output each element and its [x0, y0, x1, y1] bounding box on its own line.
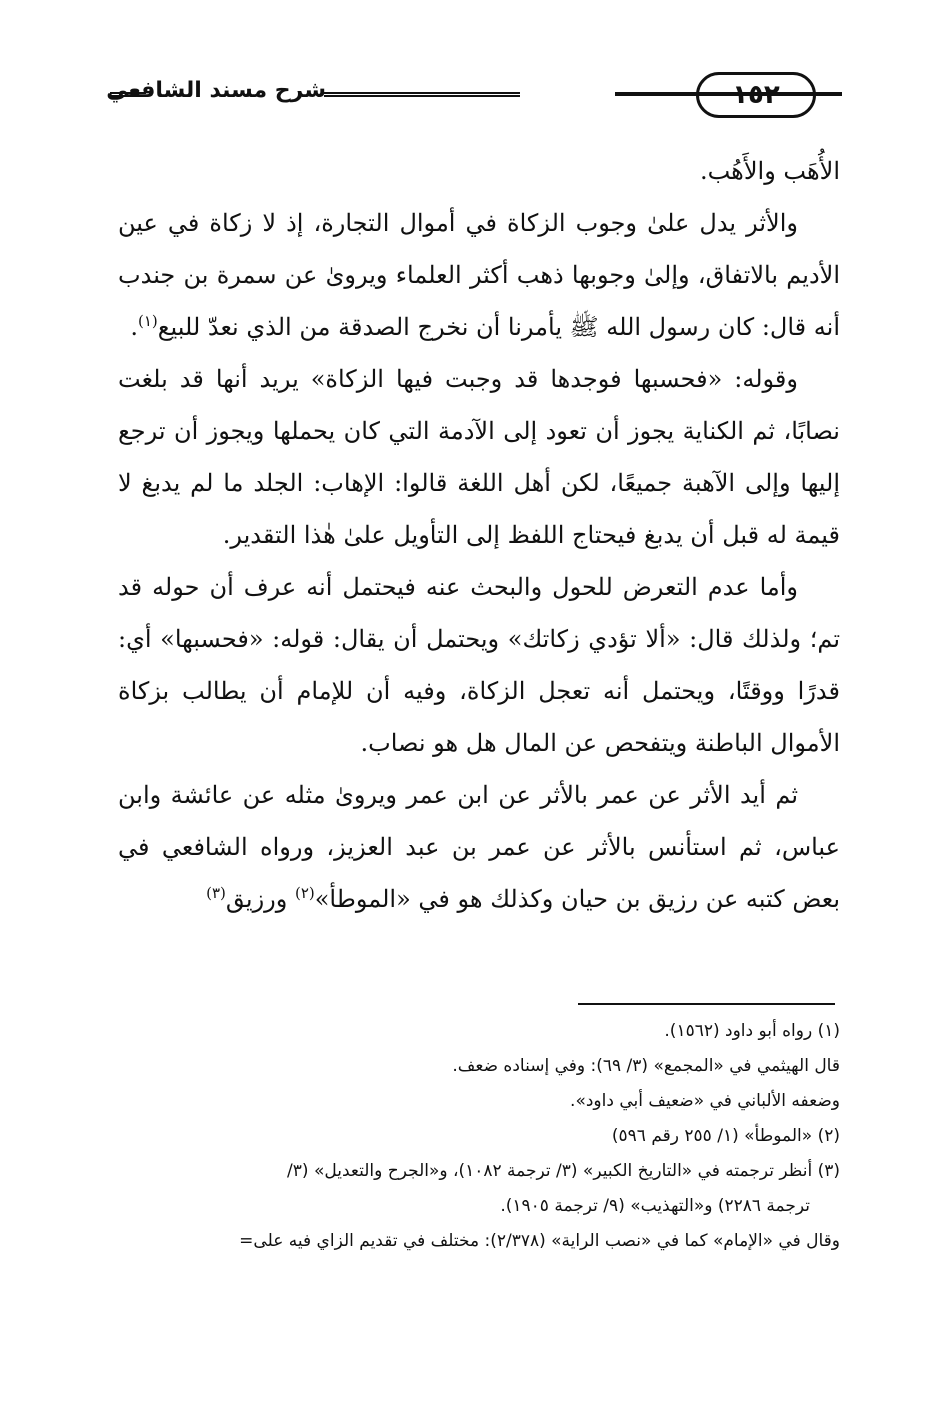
footnote-ref-3: (٣): [206, 884, 226, 902]
footnote-1-note-a: قال الهيثمي في «المجمع» (٣/ ٦٩): وفي إسناده ضعف.: [452, 1056, 840, 1076]
paragraph-2-text: والأثر يدل علىٰ وجوب الزكاة في أموال التجارة، إذ لا زكاة في عين الأديم بالاتفاق، وإلىٰ وجوبها ذهب أكثر العلماء ويروىٰ عن سمرة بن جندب أنه قال: كان رسول الله ﷺ يأمرنا أن نخرج الصدقة من الذي نعدّ للبيع: [118, 209, 840, 341]
footnote-ref-1: (١): [137, 312, 158, 330]
paragraph-1-text: الأُهَب والأَهُب.: [699, 157, 840, 185]
footnote-separator: [578, 1003, 835, 1005]
book-title: شرح مسند الشافعي: [106, 78, 326, 103]
paragraph-2: [118, 197, 840, 353]
paragraph-3: [118, 353, 840, 561]
main-text: [118, 145, 840, 925]
footnote-3-continued: ترجمة ٢٢٨٦) و«التهذيب» (٩/ ترجمة ١٩٠٥).: [500, 1196, 810, 1216]
footnotes: [118, 1014, 840, 1259]
footnote-ref-2: (٢): [294, 884, 315, 902]
header-rule-right: [615, 92, 842, 96]
paragraph-3-text: وقوله: «فحسبها فوجدها قد وجبت فيها الزكاة» يريد أنها قد بلغت نصابًا، ثم الكناية يجوز أن تعود إلى الآدمة التي كان يحملها ويجوز أن ترجع إليها وإلى الآهبة جميعًا، لكن أهل اللغة قالوا: الإهاب: الجلد ما لم يدبغ لا قيمة له قبل أن يدبغ فيحتاج اللفظ إلى التأويل علىٰ هٰذا التقدير.: [118, 365, 840, 549]
running-header: [106, 72, 842, 128]
footnote-1: (١) رواه أبو داود (١٥٦٢).: [664, 1021, 840, 1041]
footnote-3: (٣) أنظر ترجمته في «التاريخ الكبير» (٣/ ترجمة ١٠٨٢)، و«الجرح والتعديل» (٣/: [287, 1161, 840, 1181]
paragraph-4: [118, 561, 840, 769]
footnote-1-note-b: وضعفه الألباني في «ضعيف أبي داود».: [570, 1091, 840, 1111]
paragraph-2-end: .: [130, 313, 138, 341]
paragraph-5-tail: ورزيق: [225, 885, 295, 913]
paragraph-5-text: ثم أيد الأثر عن عمر بالأثر عن ابن عمر ويروىٰ مثله عن عائشة وابن عباس، ثم استأنس بالأثر عن عمر بن عبد العزيز، ورواه الشافعي في بعض كتبه عن رزيق بن حيان وكذلك هو في «الموطأ»: [118, 781, 840, 913]
paragraph-5: [118, 769, 840, 925]
header-rule-middle: [324, 92, 520, 97]
paragraph-1: [118, 145, 840, 197]
paragraph-4-text: وأما عدم التعرض للحول والبحث عنه فيحتمل أنه عرف أن حوله قد تم؛ ولذلك قال: «ألا تؤدي زكاتك» ويحتمل أن يقال: قوله: «فحسبها» أي: قدرًا ووقتًا، ويحتمل أنه تعجل الزكاة، وفيه أن للإمام أن يطالب بزكاة الأموال الباطنة ويتفحص عن المال هل هو نصاب.: [118, 573, 840, 757]
footnote-4: وقال في «الإمام» كما في «نصب الراية» (٢/٣٧٨): مختلف في تقديم الزاي فيه على=: [239, 1231, 840, 1251]
footnote-2: (٢) «الموطأ» (١/ ٢٥٥ رقم ٥٩٦): [611, 1126, 840, 1146]
page-number: ١٥٢: [696, 72, 816, 118]
